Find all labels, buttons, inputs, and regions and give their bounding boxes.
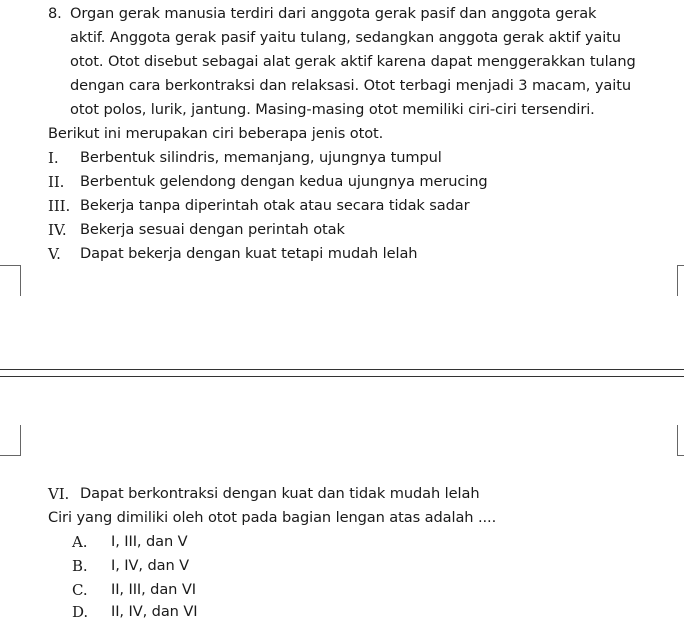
option-d[interactable]: II, IV, dan VI — [111, 603, 198, 620]
trait-numeral: II. — [48, 173, 65, 191]
paragraph-line: otot polos, lurik, jantung. Masing-masing otot memiliki ciri-ciri tersendiri. — [70, 101, 595, 118]
paragraph-line: otot. Otot disebut sebagai alat gerak aktif karena dapat menggerakkan tulang — [70, 53, 636, 70]
option-c[interactable]: II, III, dan VI — [111, 581, 196, 598]
option-letter: D. — [72, 603, 89, 621]
paragraph-line: dengan cara berkontraksi dan relaksasi. Otot terbagi menjadi 3 macam, yaitu — [70, 77, 631, 94]
trait-numeral: VI. — [48, 485, 70, 503]
trait-text: Berbentuk silindris, memanjang, ujungnya tumpul — [80, 149, 442, 166]
option-letter: B. — [72, 557, 88, 575]
trait-numeral: I. — [48, 149, 59, 167]
option-letter: A. — [72, 533, 88, 551]
trait-numeral: V. — [48, 245, 61, 263]
traits-intro: Berikut ini merupakan ciri beberapa jenis otot. — [48, 125, 384, 142]
option-letter: C. — [72, 581, 88, 599]
question-prompt: Ciri yang dimiliki oleh otot pada bagian lengan atas adalah .... — [48, 509, 497, 526]
trait-numeral: III. — [48, 197, 71, 215]
trait-text: Dapat berkontraksi dengan kuat dan tidak mudah lelah — [80, 485, 480, 502]
page-break-line — [0, 376, 684, 377]
paragraph-line: aktif. Anggota gerak pasif yaitu tulang, sedangkan anggota gerak aktif yaitu — [70, 29, 621, 46]
paragraph-line: Organ gerak manusia terdiri dari anggota gerak pasif dan anggota gerak — [70, 5, 597, 22]
option-b[interactable]: I, IV, dan V — [111, 557, 190, 574]
option-a[interactable]: I, III, dan V — [111, 533, 188, 550]
page-corner-mark — [0, 265, 21, 296]
page-corner-mark — [677, 265, 684, 296]
trait-numeral: IV. — [48, 221, 67, 239]
trait-text: Dapat bekerja dengan kuat tetapi mudah lelah — [80, 245, 418, 262]
page-corner-mark — [677, 425, 684, 456]
trait-text: Berbentuk gelendong dengan kedua ujungnya merucing — [80, 173, 488, 190]
trait-text: Bekerja tanpa diperintah otak atau secara tidak sadar — [80, 197, 470, 214]
trait-text: Bekerja sesuai dengan perintah otak — [80, 221, 345, 238]
page-corner-mark — [0, 425, 21, 456]
page-break-line — [0, 369, 684, 370]
question-number: 8. — [48, 5, 62, 22]
